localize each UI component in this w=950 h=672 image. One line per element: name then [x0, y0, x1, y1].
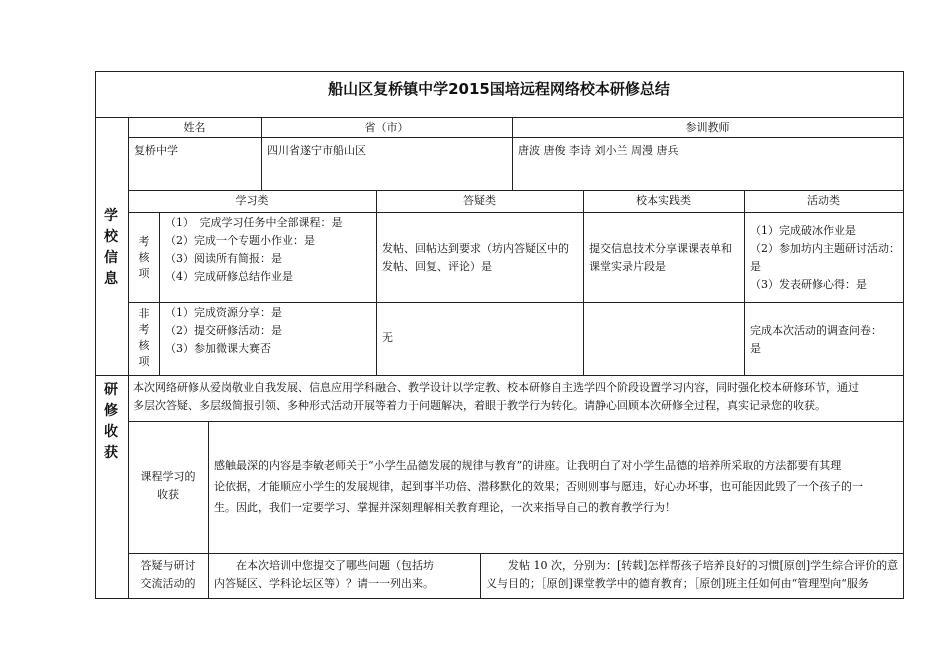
header-name: 姓名: [183, 121, 206, 134]
non-assessed-qa: 无: [382, 331, 393, 344]
course-harvest-label: 课程学习的 收获: [140, 470, 196, 501]
category-activity: 活动类: [807, 194, 840, 207]
category-qa: 答疑类: [463, 194, 496, 207]
category-study: 学习类: [235, 194, 269, 207]
course-harvest-text: 感触最深的内容是李敏老师关于“小学生品德发展的规律与教育”的讲座。让我明白了对小学生品德的培养所采取的方法都要有其理 论依据，才能顺应小学生的发展规律，起到事半功倍、潜移默化的效果；否则则事与愿违，好心办坏事，也可能因此毁了一个孩子的一 生。因此，我们一定要学习、掌握并深刻理解相关教育理论，一次来指导自己的教育教学行为！: [214, 459, 863, 514]
category-practice: 校本实践类: [636, 194, 691, 207]
section-label-school-info: 学校信息: [104, 208, 118, 287]
harvest-intro: 本次网络研修从爱岗敬业自我发展、信息应用学科融合、教学设计以学定教、校本研修自主选学四个阶段设置学习内容，同时强化校本研修环节，通过 多层次答疑、多层级简报引领、多种形式活动开展等着力于问题解决，着眼于教学行为转化。请静心回顾本次研修全过程，真实记录您的收获。: [133, 381, 859, 412]
non-assessed-study: （1）完成资源分享：是 （2）提交研修活动：是 （3）参加微课大赛否: [165, 306, 282, 355]
header-province: 省（市）: [364, 121, 409, 134]
assessed-practice: 提交信息技术分享课课表单和 课堂实录片段是: [589, 242, 732, 273]
page-title: 船山区复桥镇中学2015国培远程网络校本研修总结: [328, 80, 670, 98]
province-value: 四川省遂宁市船山区: [267, 144, 366, 157]
non-assessed-activity: 完成本次活动的调查问卷： 是: [750, 324, 882, 355]
qa-harvest-prompt: 在本次培训中您提交了哪些问题（包括坊 内答疑区、学科论坛区等）？请一一列出来。: [214, 559, 434, 590]
section-label-harvest: 研修收获: [104, 382, 118, 461]
teachers-value: 唐波 唐俊 李诗 刘小兰 周漫 唐兵: [518, 144, 679, 157]
assessed-qa: 发帖、回帖达到要求（坊内答疑区中的 发帖、回复、评论）是: [382, 242, 569, 273]
qa-harvest-answer: 发帖 10 次，分别为：[转载]怎样帮孩子培养良好的习惯[原创]学生综合评价的意 义与目的；［原创]课堂教学中的德育教育；［原创]班主任如何由“管理型向“服务: [486, 559, 899, 590]
assessed-activity: （1）完成破冰作业是 （2）参加坊内主题研讨活动： 是 （3）发表研修心得：是: [750, 224, 900, 291]
header-teachers: 参训教师: [685, 121, 730, 134]
non-assessed-label: 非考核项: [138, 307, 150, 368]
assessed-study: （1） 完成学习任务中全部课程：是 （2）完成一个专题小作业：是 （3）阅读所有简报：是 （4）完成研修总结作业是: [165, 216, 343, 283]
assessed-label: 考核项: [138, 235, 150, 280]
school-name-value: 复桥中学: [134, 144, 178, 157]
qa-harvest-label: 答疑与研讨 交流活动的: [140, 559, 196, 590]
